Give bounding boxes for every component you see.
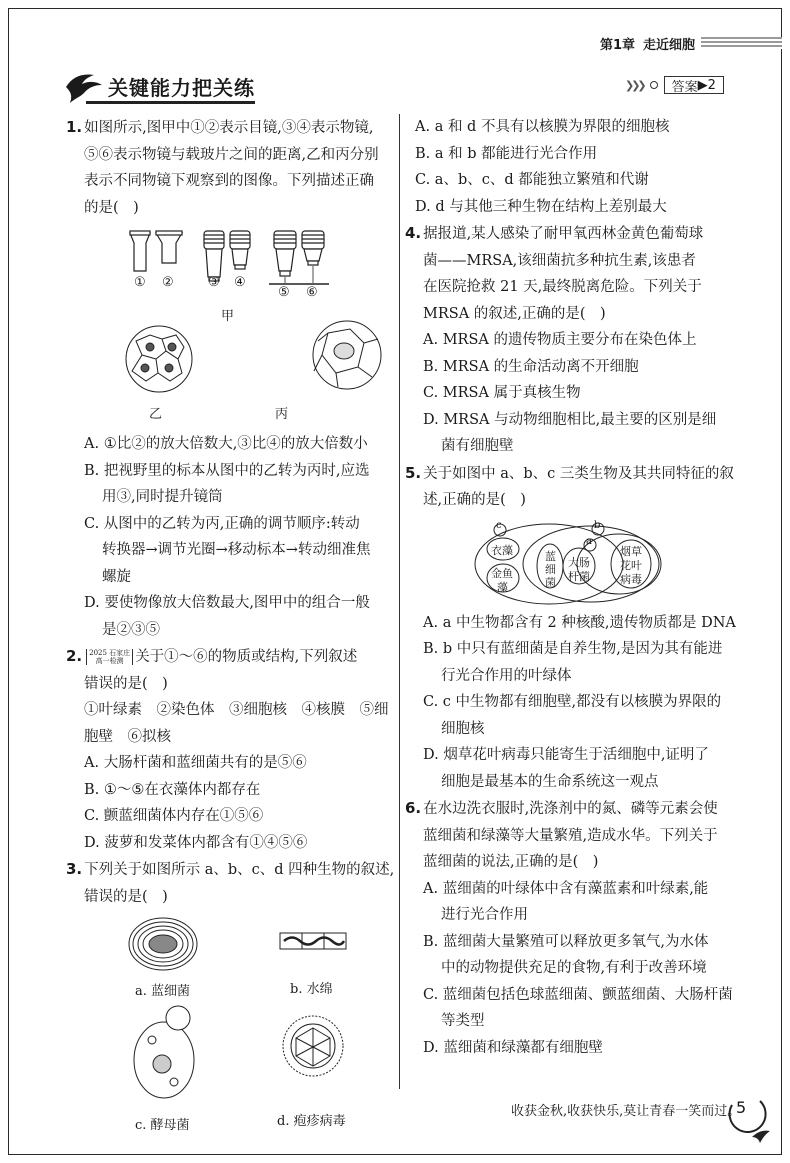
venn-cyanobacteria: 蓝: [545, 549, 556, 563]
title-underline: [86, 101, 255, 104]
circle-icon: [650, 81, 658, 89]
option-a-cont: 进行光合作用: [441, 907, 528, 923]
venn-diagram: [405, 514, 725, 610]
option-d: D. 要使物像放大倍数最大,图甲中的组合一般: [84, 595, 370, 611]
label-distance-6: ⑥: [306, 285, 318, 300]
option-d: D. d 与其他三种生物在结构上差别最大: [415, 198, 667, 215]
chapter-header: [600, 33, 782, 53]
label-distance-5: ⑤: [278, 285, 290, 300]
option-a: A. MRSA 的遗传物质主要分布在染色体上: [423, 332, 697, 348]
question-text: 的是( ): [84, 199, 139, 216]
question-2: [66, 643, 390, 856]
label-eyepiece-1: ①: [134, 275, 146, 290]
question-4: [405, 220, 725, 460]
label-bing: 丙: [275, 407, 289, 422]
question-5: [405, 460, 736, 796]
option-c: C. 颤蓝细菌体内存在①⑤⑥: [84, 808, 264, 824]
section-header: [64, 66, 255, 106]
label-objective-3: ③: [208, 275, 220, 290]
venn-label-b: b: [594, 519, 601, 531]
left-column: [66, 114, 395, 1140]
option-b: B. 把视野里的标本从图中的乙转为丙时,应选: [84, 462, 370, 479]
footer-motto: 收获金秋,收获快乐,莫让青春一笑而过。: [511, 1104, 741, 1119]
source-tag-bottom: 高一检测: [95, 657, 124, 665]
option-b-cont: 用③,同时提升镜筒: [102, 489, 223, 505]
right-column: [405, 114, 736, 1061]
question-text: 在水边洗衣服时,洗涤剂中的氮、磷等元素会使: [423, 801, 718, 817]
page-ornament-icon: [724, 1095, 774, 1147]
option-c-cont: 螺旋: [102, 568, 131, 585]
venn-chlamydomonas: 衣藻: [491, 543, 513, 557]
option-c: C. c 中生物都有细胞壁,都没有以核膜为界限的: [423, 694, 722, 710]
option-c: C. 从图中的乙转为丙,正确的调节顺序:转动: [84, 515, 360, 532]
item-list: 胞壁 ⑥拟核: [84, 728, 171, 745]
answer-box: [664, 76, 724, 94]
option-d-cont: 菌有细胞壁: [441, 438, 514, 454]
venn-cyanobacteria-3: 菌: [545, 575, 556, 589]
question-text: 错误的是( ): [84, 675, 168, 692]
option-b-cont: 中的动物提供充足的食物,有利于改善环境: [441, 960, 707, 976]
option-d: D. 烟草花叶病毒只能寄生于活细胞中,证明了: [423, 747, 709, 763]
venn-goldfish-algae: 金鱼: [491, 566, 513, 580]
question-3: [66, 856, 395, 1140]
item-list: ①叶绿素 ②染色体 ③细胞核 ④核膜 ⑤细: [84, 702, 389, 718]
option-c-cont: 细胞核: [441, 720, 485, 737]
option-c: C. a、b、c、d 都能独立繁殖和代谢: [415, 172, 649, 188]
label-yeast: c. 酵母菌: [135, 1118, 190, 1133]
question-text: 菌——MRSA,该细菌抗多种抗生素,该患者: [423, 252, 696, 269]
question-number: 6.: [405, 799, 422, 817]
question-6: [405, 795, 733, 1061]
source-tag: [86, 649, 133, 665]
venn-label-a: a: [586, 535, 592, 547]
question-number: 2.: [66, 647, 83, 665]
question-text: 关于①～⑥的物质或结构,下列叙述: [135, 649, 358, 665]
question-text: 据报道,某人感染了耐甲氧西林金黄色葡萄球: [423, 226, 704, 242]
question-text: MRSA 的叙述,正确的是( ): [423, 305, 606, 322]
option-d-cont: 是②③⑤: [102, 621, 160, 638]
lens-diagram: [66, 221, 390, 431]
question-text: ⑤⑥表示物镜与载玻片之间的距离,乙和丙分别: [84, 146, 379, 163]
venn-figure: [405, 514, 725, 610]
label-yi: 乙: [149, 407, 163, 422]
answer-label: 答案: [671, 79, 698, 95]
header-stripes: [701, 37, 782, 49]
option-a: A. a 和 d 不具有以核膜为界限的细胞核: [415, 119, 670, 135]
label-jia: 甲: [221, 309, 235, 324]
option-c: C. MRSA 属于真核生物: [423, 385, 581, 401]
venn-tmv: 烟草: [620, 544, 642, 558]
page-number: 5: [736, 1098, 747, 1117]
eagle-icon: [64, 67, 104, 105]
venn-label-c: c: [496, 519, 502, 531]
question-text: 蓝细菌的说法,正确的是( ): [423, 854, 599, 870]
question-number: 1.: [66, 118, 83, 136]
question-text: 在医院抢救 21 天,最终脱离危险。下列关于: [423, 279, 702, 295]
question-text: 蓝细菌和绿藻等大量繁殖,造成水华。下列关于: [423, 827, 718, 844]
section-title: 关键能力把关练: [108, 75, 255, 100]
question-number: 5.: [405, 463, 422, 482]
source-tag-top: 2025 石家庄: [89, 649, 131, 657]
option-b: B. a 和 b 都能进行光合作用: [415, 145, 598, 162]
question-number: 3.: [66, 860, 83, 878]
microscope-figure: [66, 221, 390, 431]
label-cyanobacteria: a. 蓝细菌: [135, 984, 191, 999]
option-c-cont: 等类型: [441, 1013, 485, 1029]
label-herpes-virus: d. 疱疹病毒: [277, 1114, 346, 1129]
option-a: A. 大肠杆菌和蓝细菌共有的是⑤⑥: [84, 755, 307, 771]
venn-tmv-2: 花叶: [620, 558, 642, 572]
question-text: 表示不同物镜下观察到的图像。下列描述正确: [84, 173, 374, 189]
question-text: 错误的是( ): [84, 888, 168, 905]
question-1: [66, 114, 390, 643]
option-d: D. 菠萝和发菜体内都含有①④⑤⑥: [84, 834, 308, 851]
option-a: A. 蓝细菌的叶绿体中含有藻蓝素和叶绿素,能: [423, 880, 709, 897]
option-b: B. ①～⑤在衣藻体内都存在: [84, 781, 261, 798]
option-b-cont: 行光合作用的叶绿体: [441, 667, 572, 684]
question-text: 述,正确的是( ): [423, 492, 526, 508]
chevrons-icon: ❯❯❯: [625, 78, 644, 92]
answer-page: ▶2: [697, 77, 716, 93]
venn-ecoli-2: 杆菌: [568, 569, 590, 583]
chapter-number: 第1章: [600, 37, 636, 53]
organisms-diagram: [66, 910, 390, 1140]
label-spirogyra: b. 水绵: [290, 982, 333, 997]
option-b: B. MRSA 的生命活动离不开细胞: [423, 358, 639, 375]
label-eyepiece-2: ②: [162, 275, 174, 290]
option-d: D. 蓝细菌和绿藻都有细胞壁: [423, 1039, 603, 1056]
label-objective-4: ④: [234, 275, 246, 290]
question-text: 关于如图中 a、b、c 三类生物及其共同特征的叙: [423, 465, 734, 482]
option-d: D. MRSA 与动物细胞相比,最主要的区别是细: [423, 411, 717, 428]
venn-tmv-3: 病毒: [620, 572, 642, 586]
answer-reference: [625, 76, 724, 94]
chapter-title: 走近细胞: [643, 37, 696, 53]
option-d-cont: 细胞是最基本的生命系统这一观点: [441, 773, 659, 790]
question-3-options: [415, 114, 725, 220]
venn-goldfish-algae-2: 藻: [497, 580, 508, 594]
option-a: A. a 中生物都含有 2 种核酸,遗传物质都是 DNA: [423, 614, 736, 631]
venn-cyanobacteria-2: 细: [545, 562, 556, 576]
option-a: A. ①比②的放大倍数大,③比④的放大倍数小: [84, 436, 368, 452]
column-divider: [399, 114, 400, 1089]
venn-ecoli: 大肠: [568, 555, 590, 569]
option-c-cont: 转换器→调节光圈→移动标本→转动细准焦: [102, 542, 371, 558]
option-b: B. 蓝细菌大量繁殖可以释放更多氧气,为水体: [423, 933, 709, 950]
option-b: B. b 中只有蓝细菌是自养生物,是因为其有能进: [423, 641, 723, 657]
question-number: 4.: [405, 224, 422, 242]
question-text: 下列关于如图所示 a、b、c、d 四种生物的叙述,: [84, 862, 395, 878]
question-text: 如图所示,图甲中①②表示目镜,③④表示物镜,: [84, 120, 374, 136]
organisms-figure: [66, 910, 390, 1140]
option-c: C. 蓝细菌包括色球蓝细菌、颤蓝细菌、大肠杆菌: [423, 986, 733, 1003]
